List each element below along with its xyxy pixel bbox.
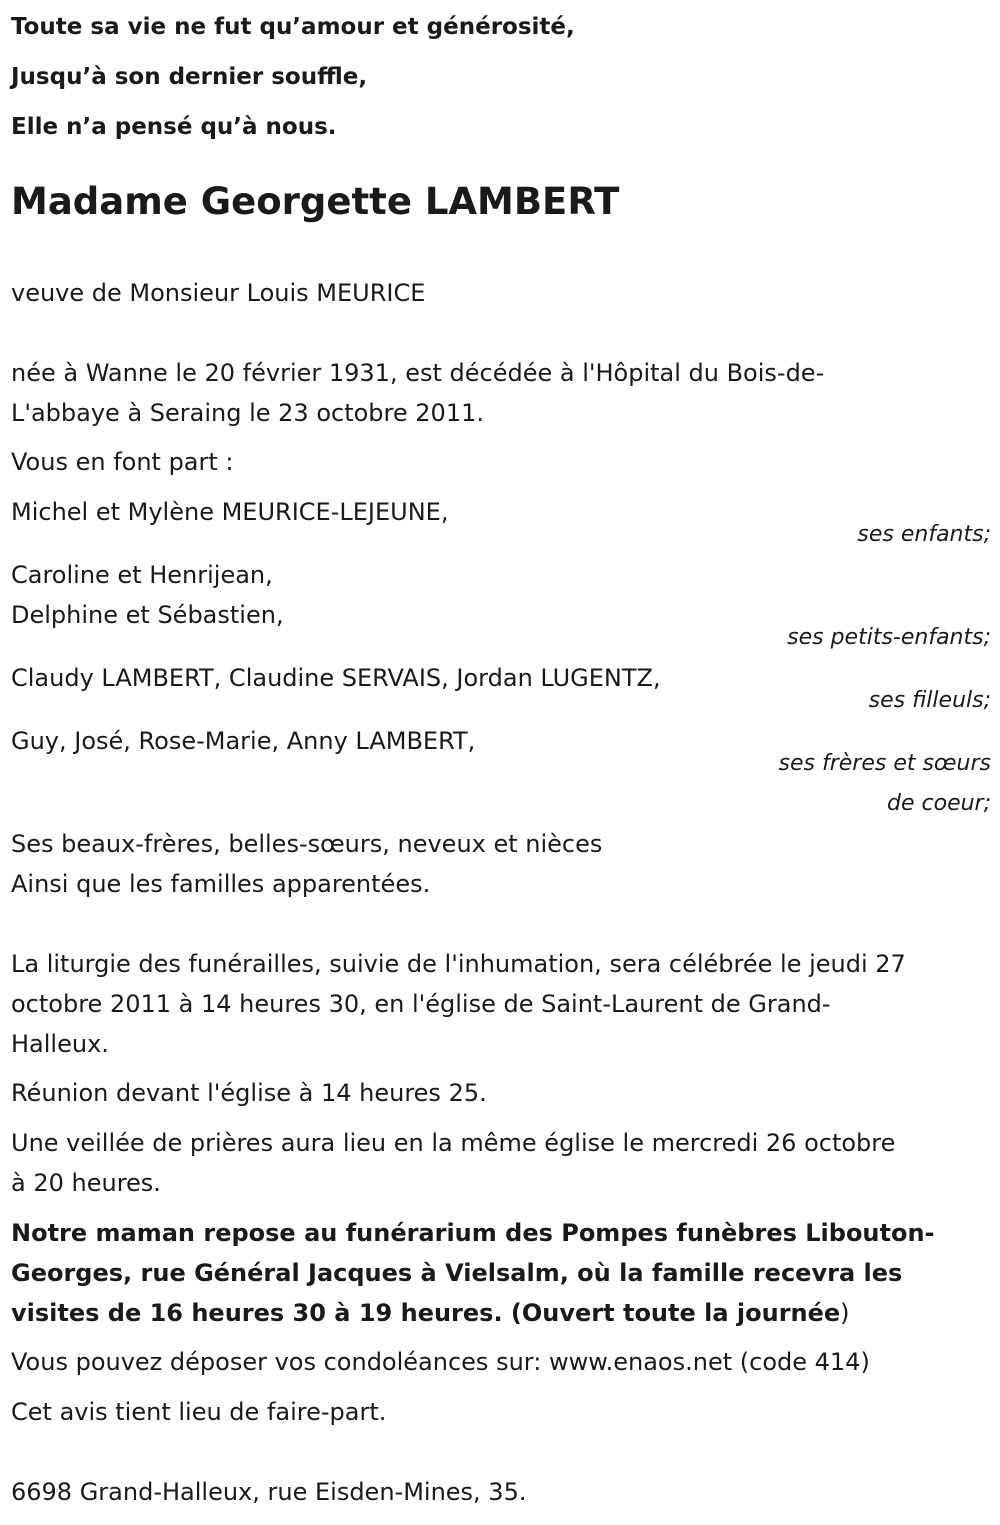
- meeting-line: Réunion devant l'église à 14 heures 25.: [11, 1079, 487, 1107]
- siblings-names: Guy, José, Rose-Marie, Anny LAMBERT,: [11, 727, 476, 755]
- rest-line-3: [11, 1293, 991, 1333]
- grandchildren-names-2: Delphine et Sébastien,: [11, 601, 284, 629]
- siblings-role-2: de coeur;: [887, 791, 991, 816]
- vigil-line-1: Une veillée de prières aura lieu en la même église le mercredi 26 octobre: [11, 1129, 896, 1157]
- children-names: Michel et Mylène MEURICE-LEJEUNE,: [11, 498, 449, 526]
- children-role: ses enfants;: [857, 522, 991, 547]
- birth-death-line-1: née à Wanne le 20 février 1931, est décédée à l'Hôpital du Bois-de-: [11, 359, 825, 387]
- siblings-role-1: ses frères et sœurs: [778, 751, 991, 776]
- poem-line-1: Toute sa vie ne fut qu’amour et générosité,: [11, 14, 575, 40]
- rest-line-2: Georges, rue Général Jacques à Vielsalm, où la famille recevra les: [11, 1259, 903, 1287]
- godchildren-role: ses filleuls;: [868, 688, 991, 713]
- grandchildren-role: ses petits-enfants;: [787, 625, 991, 650]
- families-line: Ainsi que les familles apparentées.: [11, 870, 431, 898]
- rest-line-3-tail: ): [840, 1299, 850, 1327]
- inlaws-line: Ses beaux-frères, belles-sœurs, neveux et nièces: [11, 830, 603, 858]
- liturgy-line-1: La liturgie des funérailles, suivie de l'inhumation, sera célébrée le jeudi 27: [11, 950, 906, 978]
- obituary-notice: [11, 0, 991, 1506]
- spouse-line: veuve de Monsieur Louis MEURICE: [11, 279, 426, 307]
- vigil-line-2: à 20 heures.: [11, 1169, 161, 1197]
- notice-line: Cet avis tient lieu de faire-part.: [11, 1398, 387, 1426]
- deceased-name: Madame Georgette LAMBERT: [11, 180, 620, 223]
- opening-poem: [11, 0, 991, 152]
- grandchildren-names-1: Caroline et Henrijean,: [11, 561, 273, 589]
- birth-death-line-2: L'abbaye à Seraing le 23 octobre 2011.: [11, 399, 484, 427]
- rest-line-1: Notre maman repose au funérarium des Pompes funèbres Libouton-: [11, 1219, 935, 1247]
- godchildren-names: Claudy LAMBERT, Claudine SERVAIS, Jordan LUGENTZ,: [11, 664, 661, 692]
- liturgy-line-2: octobre 2011 à 14 heures 30, en l'église de Saint-Laurent de Grand-: [11, 990, 831, 1018]
- announce-line: Vous en font part :: [11, 448, 234, 476]
- condolences-line: Vous pouvez déposer vos condoléances sur: www.enaos.net (code 414): [11, 1348, 870, 1376]
- rest-line-3-bold: visites de 16 heures 30 à 19 heures. (Ouvert toute la journée: [11, 1299, 841, 1327]
- liturgy-line-3: Halleux.: [11, 1030, 109, 1058]
- address-line: 6698 Grand-Halleux, rue Eisden-Mines, 35.: [11, 1478, 527, 1506]
- poem-line-3: Elle n’a pensé qu’à nous.: [11, 114, 337, 140]
- poem-line-2: Jusqu’à son dernier souffle,: [11, 64, 368, 90]
